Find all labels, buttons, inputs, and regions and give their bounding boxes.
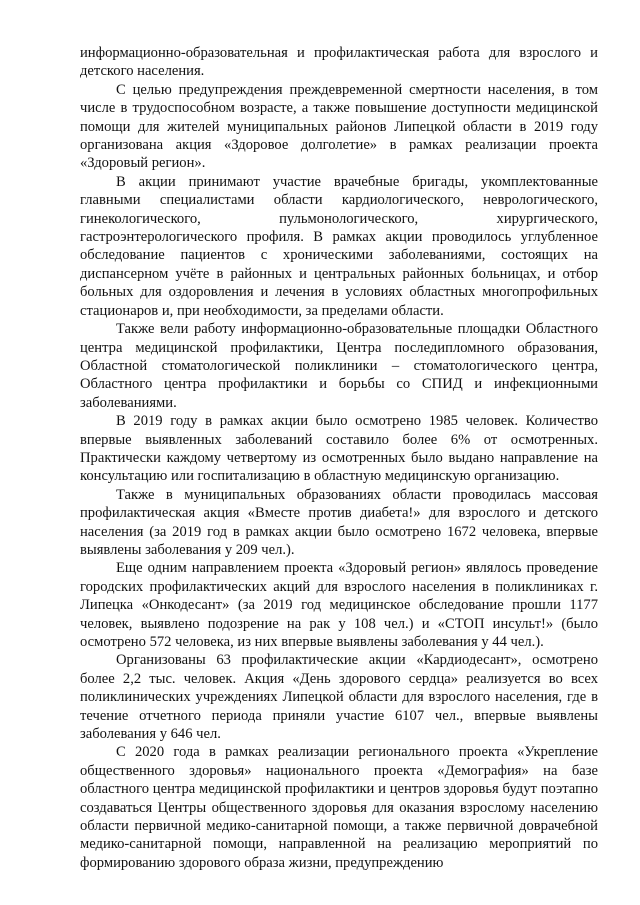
paragraph-public-health-centers: С 2020 года в рамках реализации регионального проекта «Укрепление общественного здоровья» национального проекта «Демография» на базе областного центра медицинской профилактики и центров здоровья будут поэтапно создаваться Центры общественного здоровья для оказания взрослому населению области первичной медико-санитарной помощи, а также первичной доврачебной медико-санитарной помощи, направленной на реализацию мероприятий по формированию здорового образа жизни, предупреждению: [80, 744, 598, 871]
paragraph-examined-1985: В 2019 году в рамках акции было осмотрено 1985 человек. Количество впервые выявленных заболеваний составило более 6% от осмотренных. Практически каждому четвертому из осмотренных было выдано направление на консультацию или госпитализацию в областную медицинскую организацию.: [80, 413, 598, 485]
paragraph-diabetes-campaign: Также в муниципальных образованиях области проводилась массовая профилактическая акция «Вместе против диабета!» для взрослого и детского населения (за 2019 год в рамках акции было осмотрено 1672 человека, впервые выявлены заболевания у 209 чел.).: [80, 486, 598, 558]
paragraph-city-campaigns: Еще одним направлением проекта «Здоровый регион» являлось проведение городских профилактических акций для взрослого населения в поликлиниках г. Липецка «Онкодесант» (за 2019 год медицинское обследование прошли 1177 человек, выявлено подозрение на рак у 108 чел.) и «СТОП инсульт!» (было осмотрено 572 человека, из них впервые выявлены заболевания у 44 чел.).: [80, 560, 598, 650]
paragraph-medical-teams: В акции принимают участие врачебные бригады, укомплектованные главными специалистами области кардиологического, неврологического, гинекологического, пульмонологического, хирургического, гастроэнтерологического профиля. В рамках акции проводилось углубленное обследование пациентов с хроническими заболеваниями, состоящих на диспансерном учёте в районных и центральных районных больницах, и отбор больных для оздоровления и лечения в условиях областных многопрофильных стационаров и, при необходимости, за пределами области.: [80, 173, 598, 319]
document-body: [80, 44, 598, 872]
paragraph-aim-of-campaign: С целью предупреждения преждевременной смертности населения, в том числе в трудоспособном возрасте, а также повышение доступности медицинской помощи для жителей муниципальных районов Липецкой области в 2019 году организована акция «Здоровое долголетие» в рамках реализации проекта «Здоровый регион».: [80, 81, 598, 172]
paragraph-cardio-campaigns: Организованы 63 профилактические акции «Кардиодесант», осмотрено более 2,2 тыс. человек. Акция «День здорового сердца» реализуется во всех поликлинических учреждениях Липецкой области для взрослого населения, где в течение отчетного периода приняли участие 6107 чел., впервые выявлены заболевания у 646 чел.: [80, 652, 598, 743]
paragraph-info-platforms: Также вели работу информационно-образовательные площадки Областного центра медицинской профилактики, Центра последипломного образования, Областной стоматологической поликлиники – стоматологического центра, Областного центра профилактики и борьбы со СПИД и инфекционными заболеваниями.: [80, 321, 598, 411]
paragraph-continued: информационно-образовательная и профилактическая работа для взрослого и детского населения.: [80, 45, 598, 80]
